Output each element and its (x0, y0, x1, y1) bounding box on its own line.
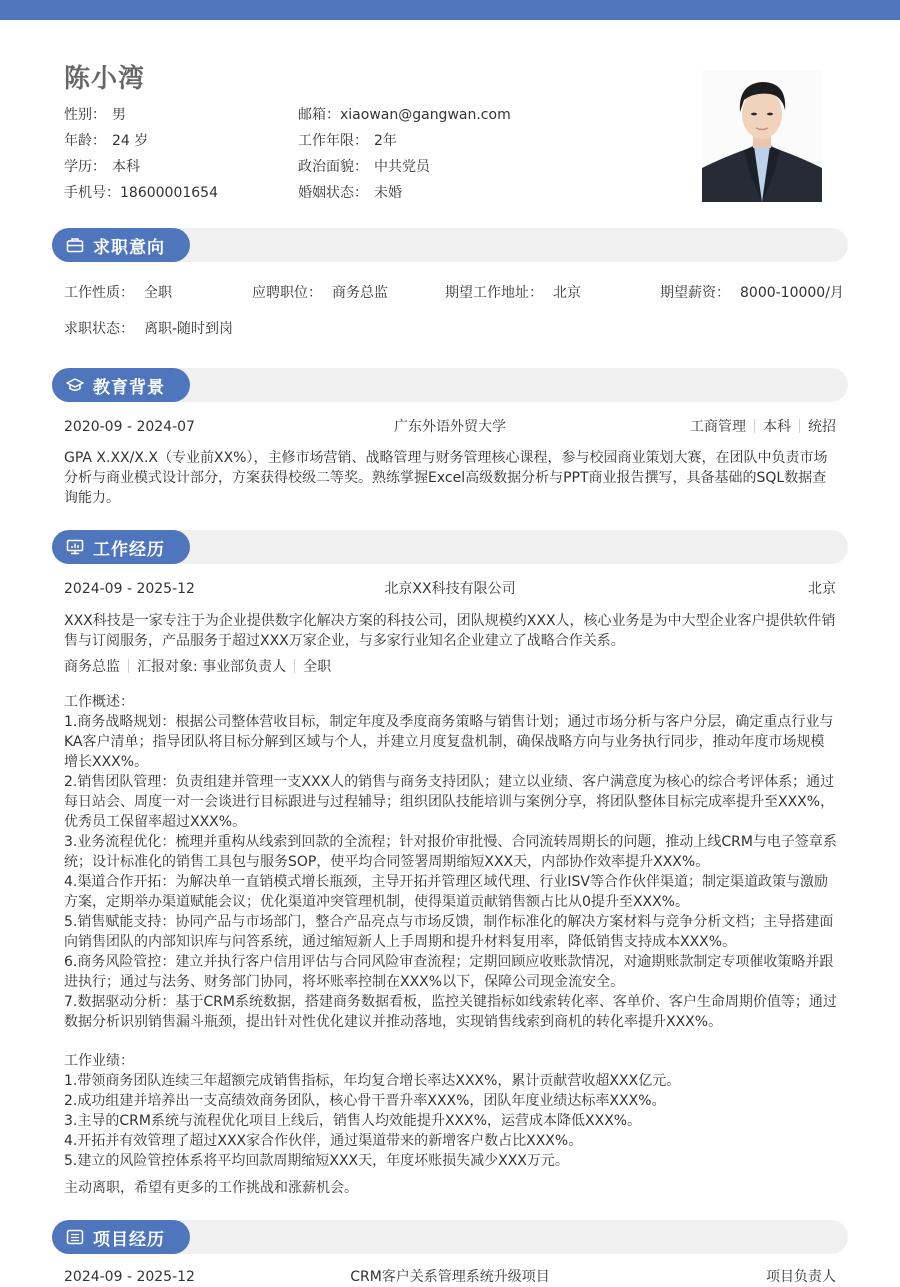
info-value: 18600001654 (120, 185, 218, 201)
overview-item: 1.商务战略规划：根据公司整体营收目标，制定年度及季度商务策略与销售计划；通过市场分析与客户分层，确定重点行业与KA客户清单；指导团队将目标分解到区域与个人，并建立月度复盘机制，确保战略方向与业务执行同步，推动年度市场规模增长XXX%。 (64, 714, 834, 770)
intent-salary (660, 282, 844, 302)
work-achievements (64, 1051, 838, 1171)
achievement-item: 1.带领商务团队连续三年超额完成销售指标，年均复合增长率达XXX%，累计贡献营收超XXX亿元。 (64, 1073, 681, 1089)
info-value: 男 (112, 107, 126, 123)
info-label: 婚姻状态： (298, 185, 368, 201)
intent-label: 工作性质： (64, 285, 134, 301)
info-work-years (298, 130, 511, 156)
email-link[interactable]: xiaowan@gangwan.com (340, 107, 511, 123)
education-description: GPA X.XX/X.X（专业前XX%），主修市场营销、战略管理与财务管理核心课程，参与校园商业策划大赛，在团队中负责市场分析与商业模式设计部分，方案获得校级二等奖。熟练掌握Excel高级数据分析与PPT商业报告撰写，具备基础的SQL数据查询能力。 (64, 450, 828, 506)
intent-status (64, 318, 233, 338)
report-to: 汇报对象: 事业部负责人 (137, 659, 287, 675)
info-marital-status (298, 182, 511, 208)
section-header-intent (52, 228, 848, 262)
intent-label: 求职状态： (64, 321, 134, 337)
intent-value: 商务总监 (332, 285, 388, 301)
graduation-cap-icon (65, 375, 85, 395)
major: 工商管理 (690, 419, 746, 435)
overview-item: 5.销售赋能支持：协同产品与市场部门，整合产品亮点与市场反馈，制作标准化的解决方案材料与竞争分析文档；主导搭建面向销售团队的内部知识库与问答系统，通过缩短新人上手周期和提升材料复用率，降低销售支持成本XXX%。 (64, 914, 834, 950)
section-pill (52, 228, 190, 262)
overview-item: 7.数据驱动分析：基于CRM系统数据，搭建商务数据看板，监控关键指标如线索转化率、客单价、客户生命周期价值等；通过数据分析识别销售漏斗瓶颈，提出针对性优化建议并推动落地，实现销售线索到商机的转化率提升XXX%。 (64, 994, 837, 1030)
school-name: 广东外语外贸大学 (394, 419, 506, 435)
profile-photo (702, 70, 822, 202)
intent-job-type (64, 282, 172, 302)
section-title: 教育背景 (93, 377, 165, 398)
candidate-name: 陈小湾 (64, 64, 146, 94)
list-icon (65, 1227, 85, 1247)
project-period: 2024-09 - 2025-12 (64, 1269, 195, 1285)
info-label: 年龄： (64, 133, 106, 149)
section-pill (52, 368, 190, 402)
info-label: 政治面貌： (298, 159, 368, 175)
info-age (64, 130, 218, 156)
overview-item: 4.渠道合作开拓：为解决单一直销模式增长瓶颈，主导开拓并管理区域代理、行业ISV等合作伙伴渠道；制定渠道政策与激励方案，定期举办渠道赋能会议；优化渠道冲突管理机制，使得渠道贡献销售额占比从0提升至XXX%。 (64, 874, 828, 910)
tag-divider (128, 659, 129, 673)
basic-info-left (64, 104, 218, 208)
intent-label: 期望工作地址： (445, 285, 543, 301)
info-label: 性别： (64, 107, 106, 123)
overview-item: 3.业务流程优化：梳理并重构从线索到回款的全流程；针对报价审批慢、合同流转周期长的问题，推动上线CRM与电子签章系统；设计标准化的销售工具包与服务SOP，使平均合同签署周期缩短XXX天，内部协作效率提升XXX%。 (64, 834, 837, 870)
project-name: CRM客户关系管理系统升级项目 (350, 1269, 550, 1285)
resume-header (64, 58, 844, 208)
section-title: 项目经历 (93, 1229, 165, 1250)
achievement-item: 5.建立的风险管控体系将平均回款周期缩短XXX天，年度坏账损失减少XXX万元。 (64, 1153, 569, 1169)
info-email (298, 104, 511, 130)
section-header-education (52, 368, 848, 402)
intent-value: 8000-10000/月 (740, 285, 844, 301)
info-label: 邮箱： (298, 107, 340, 123)
section-header-work (52, 530, 848, 564)
intent-value: 全职 (144, 285, 172, 301)
info-phone (64, 182, 218, 208)
basic-info-right (298, 104, 511, 208)
intent-location (445, 282, 581, 302)
section-title: 工作经历 (93, 539, 165, 560)
info-value: 2年 (374, 133, 397, 149)
work-tags (64, 657, 836, 677)
tag-divider (799, 419, 800, 433)
info-label: 学历： (64, 159, 106, 175)
enrollment-type: 统招 (808, 419, 836, 435)
overview-title: 工作概述： (64, 694, 134, 710)
employment-type: 全职 (303, 659, 332, 675)
info-education (64, 156, 218, 182)
work-period: 2024-09 - 2025-12 (64, 581, 195, 597)
tag-divider (294, 659, 295, 673)
section-pill (52, 530, 190, 564)
tag-divider (754, 419, 755, 433)
presentation-board-icon (65, 537, 85, 557)
leave-reason: 主动离职，希望有更多的工作挑战和涨薪机会。 (64, 1180, 358, 1196)
intent-label: 期望薪资： (660, 285, 730, 301)
info-value: 24 岁 (112, 133, 149, 149)
company-description: XXX科技是一家专注于为企业提供数字化解决方案的科技公司，团队规模约XXX人，核心业务是为中大型企业客户提供软件销售与订阅服务，产品服务于超过XXX万家企业，与多家行业知名企业建立了战略合作关系。 (64, 613, 836, 649)
section-pill (52, 1220, 190, 1254)
briefcase-icon (65, 235, 85, 255)
info-gender (64, 104, 218, 130)
work-entry-header (64, 579, 836, 599)
section-title: 求职意向 (93, 237, 165, 258)
work-location: 北京 (808, 581, 836, 597)
intent-value: 离职-随时到岗 (144, 321, 234, 337)
info-label: 手机号： (64, 185, 120, 201)
achievements-title: 工作业绩： (64, 1053, 134, 1069)
degree: 本科 (763, 419, 791, 435)
info-label: 工作年限： (298, 133, 368, 149)
info-value: 本科 (112, 159, 140, 175)
overview-item: 6.商务风险管控：建立并执行客户信用评估与合同风险审查流程；定期回顾应收账款情况，对逾期账款制定专项催收策略并跟进执行；通过与法务、财务部门协同，将坏账率控制在XXX%以下，保障公司现金流安全。 (64, 954, 834, 990)
info-value: 未婚 (374, 185, 402, 201)
section-header-project (52, 1220, 848, 1254)
company-name: 北京XX科技有限公司 (384, 581, 516, 597)
work-overview (64, 692, 838, 1032)
intent-position (252, 282, 388, 302)
intent-label: 应聘职位： (252, 285, 322, 301)
info-value: 中共党员 (374, 159, 430, 175)
education-entry-header (64, 417, 836, 437)
achievement-item: 2.成功组建并培养出一支高绩效商务团队，核心骨干晋升率XXX%，团队年度业绩达标率XXX%。 (64, 1093, 666, 1109)
top-accent-bar (0, 0, 900, 20)
intent-value: 北京 (553, 285, 581, 301)
info-political-status (298, 156, 511, 182)
achievement-item: 4.开拓并有效管理了超过XXX家合作伙伴，通过渠道带来的新增客户数占比XXX%。 (64, 1133, 583, 1149)
achievement-item: 3.主导的CRM系统与流程优化项目上线后，销售人均效能提升XXX%，运营成本降低XXX%。 (64, 1113, 642, 1129)
portrait-icon (702, 70, 822, 202)
project-entry-header (64, 1267, 836, 1287)
job-title: 商务总监 (64, 659, 120, 675)
project-role: 项目负责人 (766, 1269, 836, 1285)
education-period: 2020-09 - 2024-07 (64, 419, 195, 435)
overview-item: 2.销售团队管理：负责组建并管理一支XXX人的销售与商务支持团队；建立以业绩、客户满意度为核心的综合考评体系；通过每日站会、周度一对一会谈进行目标跟进与过程辅导；组织团队技能培训与案例分享，将团队整体目标完成率提升至XXX%，优秀员工保留率超过XXX%。 (64, 774, 835, 830)
education-tags (690, 417, 836, 437)
